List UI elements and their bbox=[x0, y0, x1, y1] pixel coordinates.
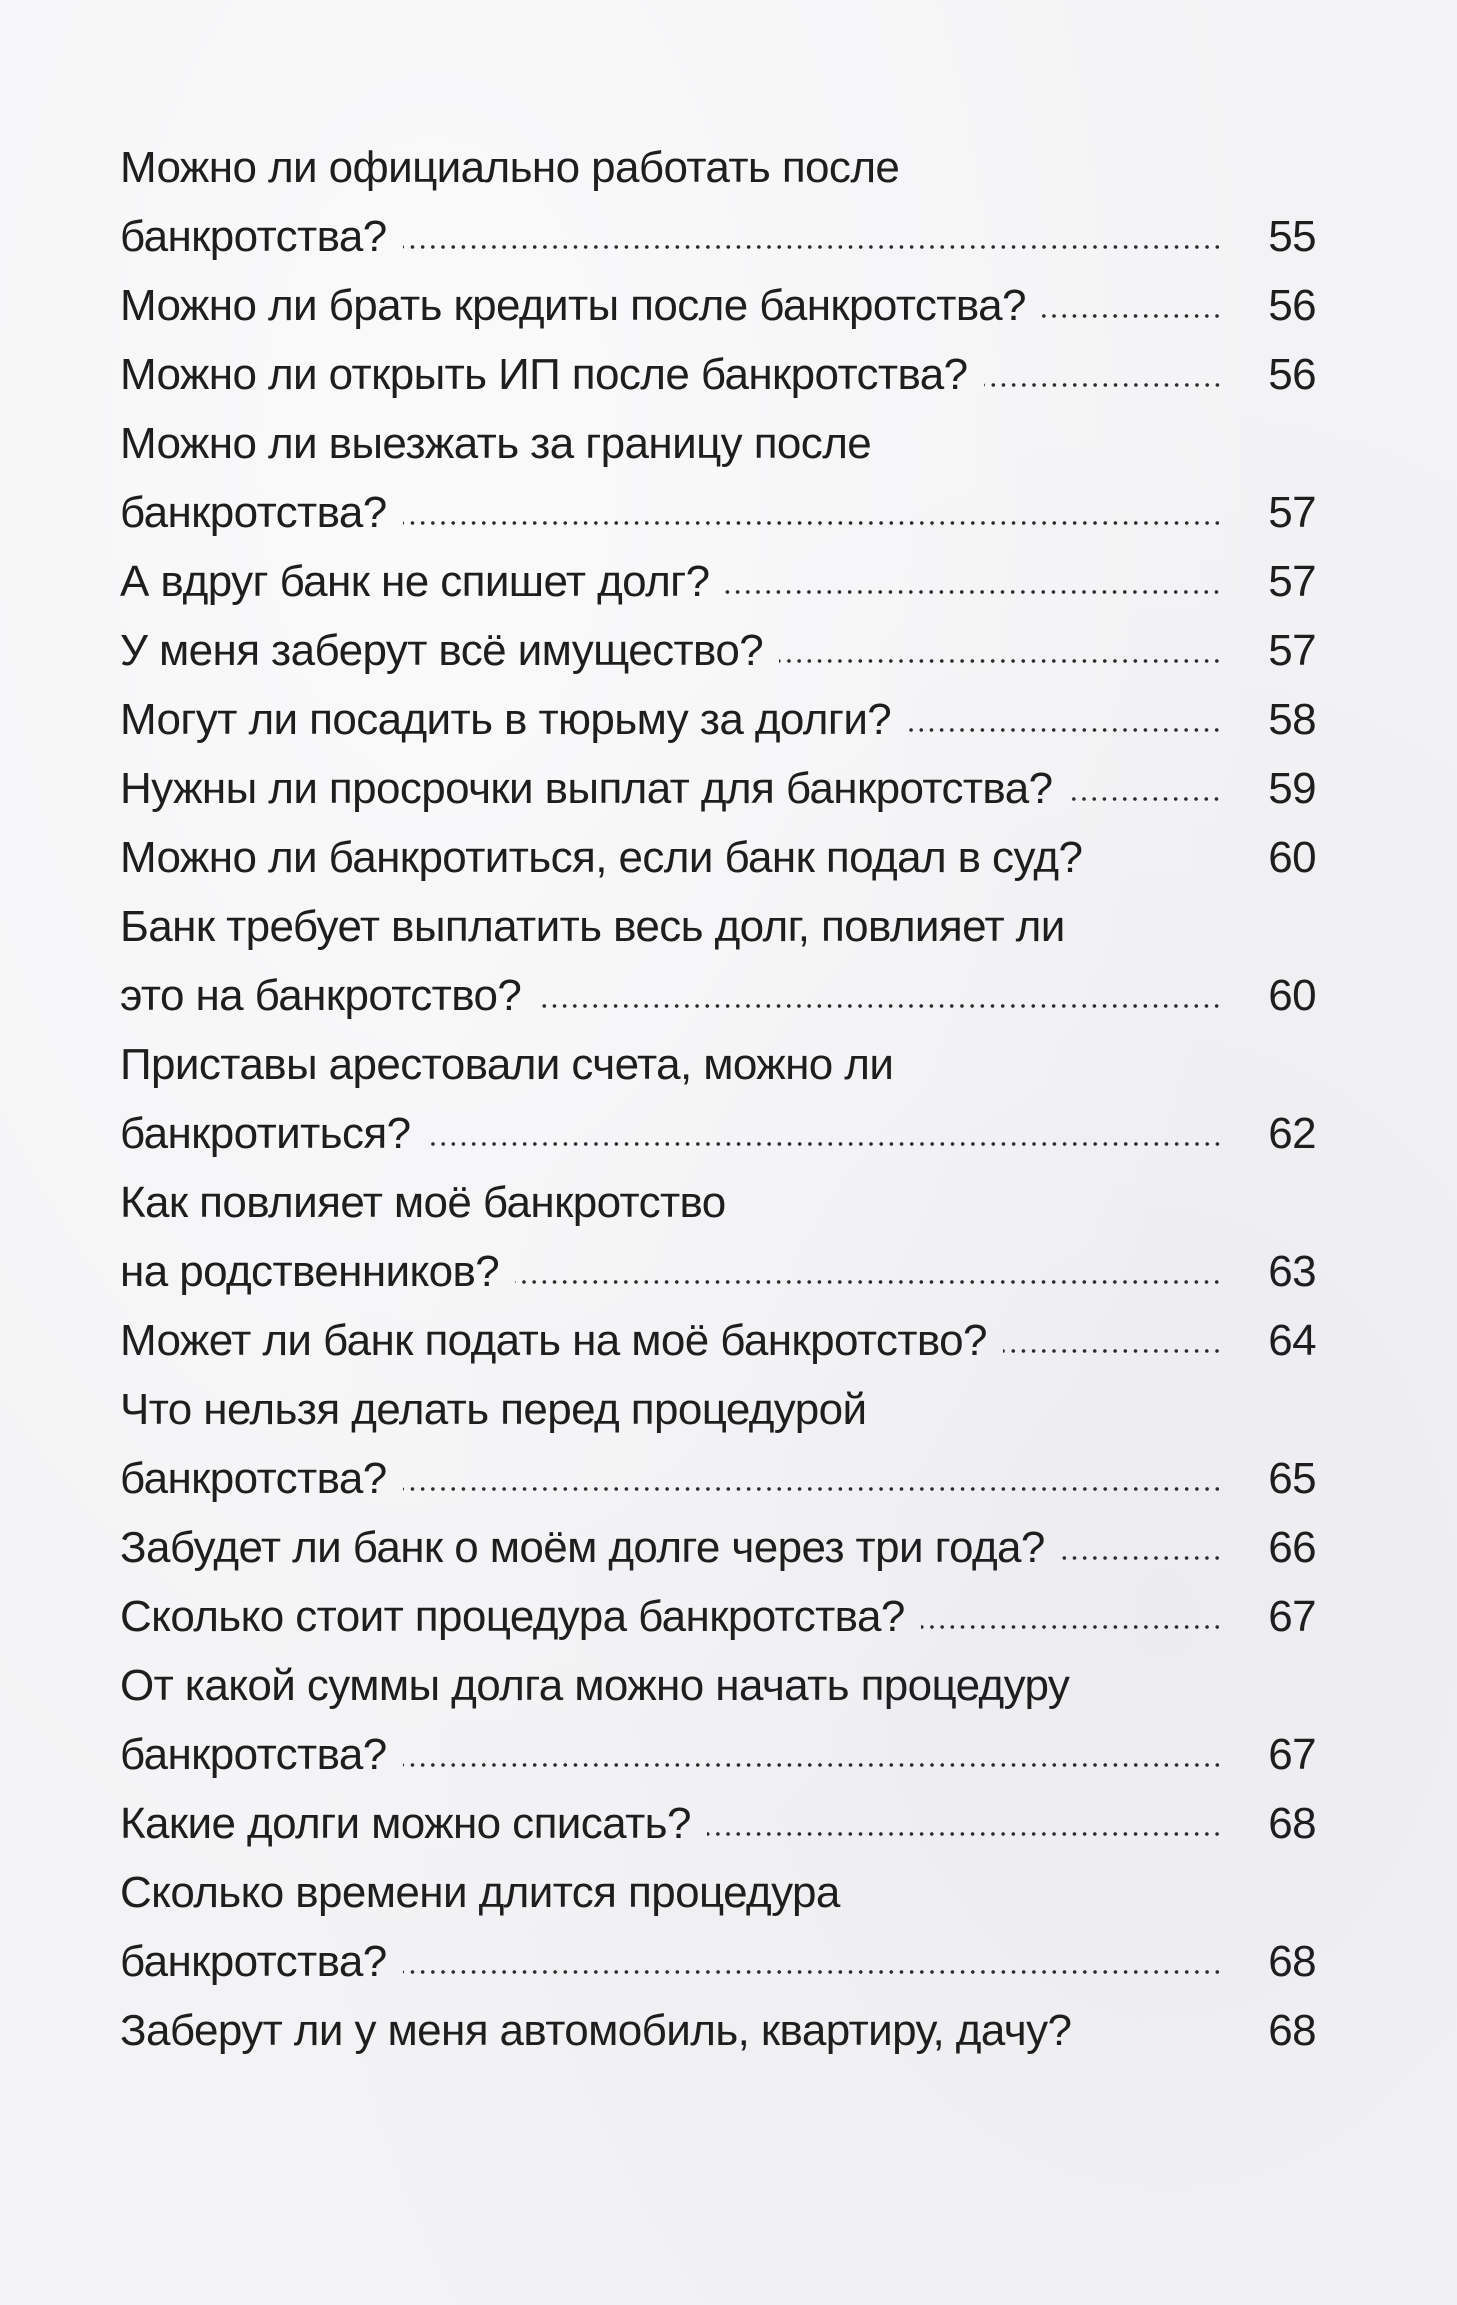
toc-entry[interactable] bbox=[120, 1030, 1316, 1168]
toc-page-number: 68 bbox=[1268, 1799, 1316, 1848]
toc-entry[interactable] bbox=[120, 754, 1316, 823]
toc-page-number: 67 bbox=[1268, 1730, 1316, 1779]
dot-leader bbox=[1087, 2037, 1222, 2045]
toc-page-number: 60 bbox=[1268, 971, 1316, 1020]
toc-page-number: 67 bbox=[1268, 1592, 1316, 1641]
toc-page-number: 57 bbox=[1268, 557, 1316, 606]
toc-entry[interactable] bbox=[120, 1996, 1316, 2065]
toc-entry-title: Какие долги можно списать? bbox=[120, 1799, 691, 1848]
toc-line bbox=[120, 1513, 1316, 1582]
toc-entry-title: банкротиться? bbox=[120, 1109, 411, 1158]
toc-entry-title: Можно ли открыть ИП после банкротства? bbox=[120, 350, 968, 399]
toc-entry[interactable] bbox=[120, 340, 1316, 409]
toc-entry[interactable] bbox=[120, 133, 1316, 271]
toc-page-number: 66 bbox=[1268, 1523, 1316, 1572]
dot-leader bbox=[779, 657, 1222, 665]
toc-page-number: 64 bbox=[1268, 1316, 1316, 1365]
toc-entry[interactable] bbox=[120, 1858, 1316, 1996]
toc-entry-title: Сколько времени длится процедура bbox=[120, 1868, 840, 1917]
toc-entry-title: Приставы арестовали счета, можно ли bbox=[120, 1040, 894, 1089]
dot-leader bbox=[427, 1140, 1223, 1148]
toc-entry-title: Могут ли посадить в тюрьму за долги? bbox=[120, 695, 892, 744]
toc-entry-title: на родственников? bbox=[120, 1247, 500, 1296]
dot-leader bbox=[725, 588, 1222, 596]
toc-line bbox=[120, 1099, 1316, 1168]
toc-line bbox=[120, 892, 1316, 961]
toc-line bbox=[120, 1444, 1316, 1513]
toc-entry-title: У меня заберут всё имущество? bbox=[120, 626, 764, 675]
toc-entry[interactable] bbox=[120, 1513, 1316, 1582]
toc-entry-title: Сколько стоит процедура банкротства? bbox=[120, 1592, 905, 1641]
toc-entry-title: Можно ли выезжать за границу после bbox=[120, 419, 872, 468]
toc-entry-title: Можно ли брать кредиты после банкротства? bbox=[120, 281, 1026, 330]
toc-entry-title: Нужны ли просрочки выплат для банкротства? bbox=[120, 764, 1053, 813]
toc-page-number: 60 bbox=[1268, 833, 1316, 882]
toc-entry-title: банкротства? bbox=[120, 488, 387, 537]
toc-page-number: 59 bbox=[1268, 764, 1316, 813]
toc-entry[interactable] bbox=[120, 1789, 1316, 1858]
toc-page-number: 65 bbox=[1268, 1454, 1316, 1503]
toc-entry[interactable] bbox=[120, 1651, 1316, 1789]
toc-entry[interactable] bbox=[120, 1168, 1316, 1306]
toc-line bbox=[120, 271, 1316, 340]
toc-line bbox=[120, 1651, 1316, 1720]
toc-entry[interactable] bbox=[120, 547, 1316, 616]
toc-page-number: 56 bbox=[1268, 350, 1316, 399]
toc-entry-title: Можно ли банкротиться, если банк подал в суд? bbox=[120, 833, 1083, 882]
toc-line bbox=[120, 1168, 1316, 1237]
dot-leader bbox=[1003, 1347, 1222, 1355]
toc-page-number: 63 bbox=[1268, 1247, 1316, 1296]
toc-line bbox=[120, 340, 1316, 409]
toc-entry[interactable] bbox=[120, 685, 1316, 754]
toc-entry-title: Можно ли официально работать после bbox=[120, 143, 900, 192]
toc-entry-title: Что нельзя делать перед процедурой bbox=[120, 1385, 867, 1434]
dot-leader bbox=[1068, 795, 1222, 803]
toc-entry[interactable] bbox=[120, 823, 1316, 892]
toc-line bbox=[120, 1858, 1316, 1927]
toc-page-number: 55 bbox=[1268, 212, 1316, 261]
dot-leader bbox=[1098, 864, 1222, 872]
dot-leader bbox=[1061, 1554, 1222, 1562]
toc-entry-title: Заберут ли у меня автомобиль, квартиру, дачу? bbox=[120, 2006, 1072, 2055]
toc-entry[interactable] bbox=[120, 1582, 1316, 1651]
dot-leader bbox=[921, 1623, 1222, 1631]
toc-entry-title: Как повлияет моё банкротство bbox=[120, 1178, 726, 1227]
dot-leader bbox=[707, 1830, 1222, 1838]
dot-leader bbox=[515, 1278, 1222, 1286]
toc-entry-title: банкротства? bbox=[120, 212, 387, 261]
toc-line bbox=[120, 133, 1316, 202]
toc-line bbox=[120, 961, 1316, 1030]
toc-entry[interactable] bbox=[120, 616, 1316, 685]
toc-entry-title: это на банкротство? bbox=[120, 971, 522, 1020]
toc-entry-title: банкротства? bbox=[120, 1937, 387, 1986]
dot-leader bbox=[403, 1968, 1222, 1976]
toc-line bbox=[120, 1582, 1316, 1651]
dot-leader bbox=[403, 1761, 1222, 1769]
toc-entry[interactable] bbox=[120, 892, 1316, 1030]
dot-leader bbox=[537, 1002, 1222, 1010]
toc-line bbox=[120, 1927, 1316, 1996]
toc-page-number: 57 bbox=[1268, 488, 1316, 537]
toc-line bbox=[120, 1237, 1316, 1306]
toc-line bbox=[120, 1789, 1316, 1858]
table-of-contents bbox=[120, 133, 1316, 2065]
toc-entry-title: Забудет ли банк о моём долге через три года? bbox=[120, 1523, 1045, 1572]
dot-leader bbox=[403, 1485, 1222, 1493]
toc-entry-title: Банк требует выплатить весь долг, повлияет ли bbox=[120, 902, 1065, 951]
toc-entry[interactable] bbox=[120, 409, 1316, 547]
toc-entry[interactable] bbox=[120, 271, 1316, 340]
toc-page-number: 56 bbox=[1268, 281, 1316, 330]
toc-line bbox=[120, 1996, 1316, 2065]
toc-line bbox=[120, 202, 1316, 271]
toc-entry-title: А вдруг банк не спишет долг? bbox=[120, 557, 710, 606]
toc-line bbox=[120, 478, 1316, 547]
toc-page-number: 62 bbox=[1268, 1109, 1316, 1158]
dot-leader bbox=[907, 726, 1222, 734]
toc-entry[interactable] bbox=[120, 1306, 1316, 1375]
toc-line bbox=[120, 1306, 1316, 1375]
toc-line bbox=[120, 409, 1316, 478]
dot-leader bbox=[403, 519, 1222, 527]
toc-entry-title: От какой суммы долга можно начать процедуру bbox=[120, 1661, 1070, 1710]
toc-entry-title: Может ли банк подать на моё банкротство? bbox=[120, 1316, 987, 1365]
toc-line bbox=[120, 1375, 1316, 1444]
toc-entry[interactable] bbox=[120, 1375, 1316, 1513]
toc-line bbox=[120, 547, 1316, 616]
dot-leader bbox=[984, 381, 1223, 389]
toc-page-number: 68 bbox=[1268, 2006, 1316, 2055]
toc-page-number: 57 bbox=[1268, 626, 1316, 675]
dot-leader bbox=[1042, 312, 1222, 320]
toc-entry-title: банкротства? bbox=[120, 1454, 387, 1503]
toc-line bbox=[120, 1720, 1316, 1789]
toc-line bbox=[120, 685, 1316, 754]
toc-page-number: 68 bbox=[1268, 1937, 1316, 1986]
toc-page-number: 58 bbox=[1268, 695, 1316, 744]
toc-line bbox=[120, 1030, 1316, 1099]
toc-entry-title: банкротства? bbox=[120, 1730, 387, 1779]
dot-leader bbox=[403, 243, 1222, 251]
toc-line bbox=[120, 754, 1316, 823]
toc-line bbox=[120, 616, 1316, 685]
toc-line bbox=[120, 823, 1316, 892]
